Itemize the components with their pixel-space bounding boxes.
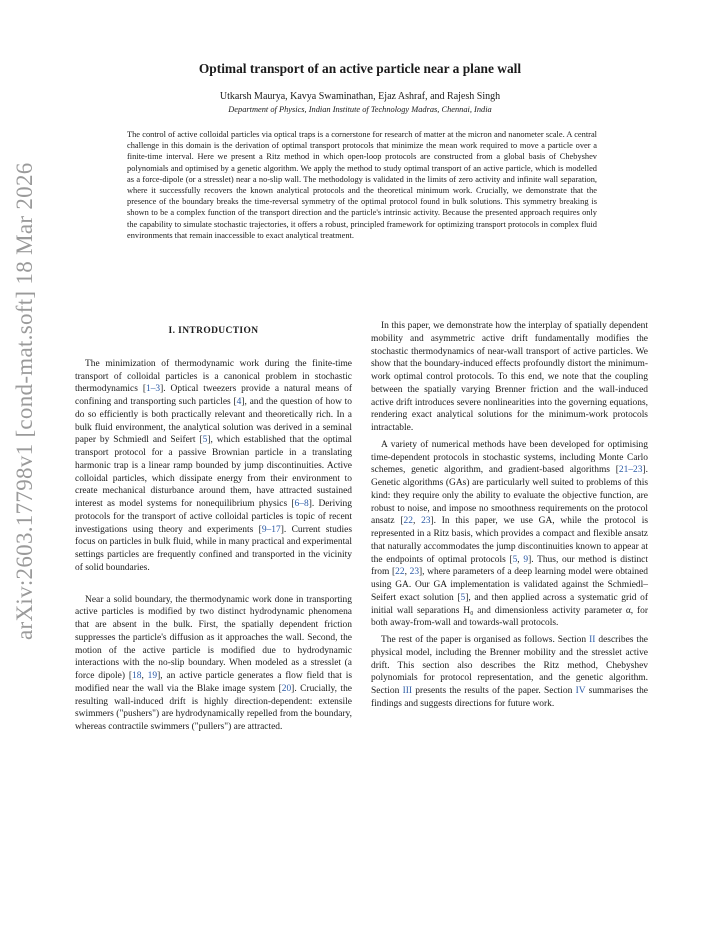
citation-link[interactable]: 18 <box>132 671 142 681</box>
author-list: Utkarsh Maurya, Kavya Swaminathan, Ejaz Ashraf, and Rajesh Singh <box>219 91 501 102</box>
right-column <box>371 320 648 711</box>
citation-link[interactable]: 9 <box>523 554 529 565</box>
citation-link[interactable]: 21–23 <box>618 465 643 476</box>
citation-link[interactable]: 22 <box>395 567 405 578</box>
citation-link[interactable]: 4 <box>236 397 242 407</box>
paper-title: Optimal transport of an active particle near a plane wall <box>198 61 522 76</box>
intro-paragraph-1: The minimization of thermodynamic work during the finite-time transport of colloidal particles is a canonical problem in stochastic thermodynamics [1–3]. Optical tweezers provide a natural means of confining and transporting such particles [4], and the question of how to do so efficiently is both practically relevant and theoretically rich. In a bulk fluid environment, the analytical solution was derived in a seminal paper by Schmiedl and Seifert [5], which established that the optimal transport protocol for a passive Brownian particle in a translating harmonic trap is a linear ramp bounded by jump discontinuities. Active colloidal particles, which dissipate energy from their environment to create mechanical disturbance around them, have attracted sustained interest as model systems for nonequilibrium physics [6–8]. Deriving protocols for the transport of active colloidal particles is topic of recent investigations using theory and experiments [9–17]. Current studies focus on particles in bulk fluid, while in many practical and experimental settings particles are frequently confined and transported in the vicinity of solid boundaries. <box>75 358 353 573</box>
abstract: The control of active colloidal particles via optical traps is a cornerstone for research of matter at the micron and nanometer scale. A central challenge in this domain is the derivation of optimal transport protocols that minimize the mean work required to move a particle over a finite-time interval. Here we present a Ritz method in which open-loop protocols are constructed from a global basis of Chebyshev polynomials and optimised by a genetic algorithm. We apply the method to study optimal transport of an active particle, which is modelled as a force-dipole (or a stresslet) near a no-slip wall. The methodology is validated in the limits of zero activity and infinite wall separation, where it successfully recovers the known analytical protocols and the theoretical minimum work. Crucially, we demonstrate that the presence of the boundary breaks the time-reversal symmetry of the optimal protocol found in bulk solutions. This symmetry breaking is shown to be a complex function of the transport direction and the particle's intrinsic activity. Because the presented approach requires only the capability to simulate stochastic trajectories, it offers a robust, principled framework for optimizing transport protocols in complex fluid environments that remain inaccessible to exact analytical treatment. <box>127 130 597 240</box>
section-heading-introduction: I. INTRODUCTION <box>168 326 259 336</box>
citation-link[interactable]: 1–3 <box>145 384 161 395</box>
citation-link[interactable]: 23 <box>421 516 431 527</box>
section-link[interactable]: III <box>402 686 412 696</box>
citation-link[interactable]: 19 <box>147 671 158 681</box>
citation-link[interactable]: 6–8 <box>294 499 309 509</box>
section-link[interactable]: II <box>589 635 596 645</box>
intro-paragraph-4: A variety of numerical methods have been developed for optimising time-dependent protocols in stochastic systems, including Monte Carlo schemes, genetic algorithm, and gradient-based algorithms [21–23]. Genetic algorithms (GAs) are particularly well suited to problems of this kind: they require only the ability to evaluate the objective function, are robust to noise, and impose no smoothness requirements on the protocol ansatz [22, 23]. In this paper, we use GA, while the protocol is represented in a Ritz basis, which provides a compact and flexible ansatz that naturally accommodates the jump discontinuities known to appear at the endpoints of optimal protocols [5, 9]. Thus, our method is distinct from [22, 23], where parameters of a deep learning model were obtained using GA. Our GA implementation is validated against the Schmiedl–Seifert exact solution [5], and then applied across a systematic grid of initial wall separations H₀ and dimensionless activity parameter α, for both away-from-wall and towards-wall protocols. <box>371 439 648 629</box>
section-link[interactable]: IV <box>575 686 586 696</box>
citation-link[interactable]: 23 <box>409 567 420 578</box>
citation-link[interactable]: 9–17 <box>261 524 281 535</box>
left-column <box>75 320 352 734</box>
citation-link[interactable]: 5 <box>202 435 208 446</box>
citation-link[interactable]: 20 <box>281 683 292 694</box>
intro-paragraph-3: In this paper, we demonstrate how the interplay of spatially dependent mobility and asymmetric active drift fundamentally modifies the stochastic thermodynamics of near-wall transport of active particles. We show that the boundary-induced effects profoundly distort the minimum-work optimal control protocols. To this end, we note that the coupling between the spatially varying Brenner friction and the wall-induced active drift introduces severe nonlinearities into the governing equations, rendering exact analytical solutions for the minimum-work protocols intractable. <box>371 321 648 433</box>
affiliation: Department of Physics, Indian Institute of Technology Madras, Chennai, India <box>228 105 492 114</box>
arxiv-identifier-stamp: arXiv:2603.17798v1 [cond-mat.soft] 18 Mar 2026 <box>12 162 37 640</box>
citation-link[interactable]: 5 <box>512 554 518 565</box>
intro-paragraph-2: Near a solid boundary, the thermodynamic work done in transporting active particles is modified by two distinct hydrodynamic phenomena that are absent in the bulk. First, the spatially dependent friction suppresses the particle's diffusion as it approaches the wall. Second, the motion of the active particle is modified due to hydrodynamic interactions with the no-slip boundary. When modeled as a stresslet (a force dipole) [18, 19], an active particle generates a flow field that is modified near the wall via the Blake image system [20]. Crucially, the resulting wall-induced drift is highly direction-dependent: extensile swimmers ("pushers") are hydrodynamically repelled from the boundary, whereas contractile swimmers ("pullers") are attracted. <box>75 594 353 732</box>
intro-paragraph-5: The rest of the paper is organised as follows. Section II describes the physical model, including the Brenner mobility and the stresslet active drift. This section also describes the Ritz method, Chebyshev polynomials for protocol representation, and the genetic algorithm. Section III presents the results of the paper. Section IV summarises the findings and suggests directions for future work. <box>371 635 648 709</box>
citation-link[interactable]: 5 <box>460 592 466 603</box>
citation-link[interactable]: 22 <box>403 516 413 527</box>
